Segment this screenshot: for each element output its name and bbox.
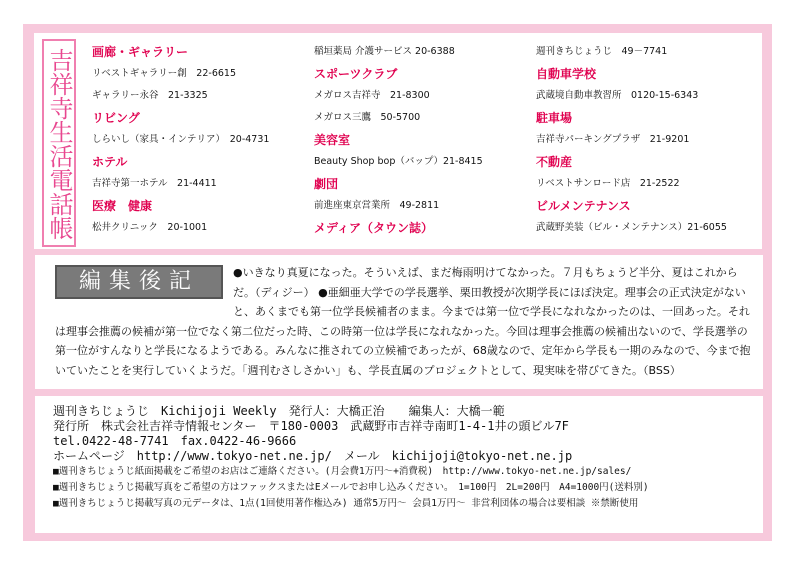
directory-entry: メガロス吉祥寺 21-8300 <box>314 90 430 101</box>
category-heading: リビング <box>92 111 140 125</box>
category-heading: 画廊・ギャラリー <box>92 45 189 59</box>
publication-note: ■週刊きちじょうじ掲載写真の元データは、1点(1回使用著作権込み) 通常5万円～ 会員1万円～ 非営利団体の場合は要相談 ※禁断使用 <box>53 498 639 509</box>
category-heading: 美容室 <box>314 133 351 147</box>
publication-info <box>35 396 763 533</box>
postscript-body: ●いきなり真夏になった。そういえば、まだ梅雨明けてなかった。７月もちょうど半分、夏はこれからだ。（ディジー） ●亜細亜大学での学長選挙、栗田教授が次期学長にほぼ決定。理事会の正式決定がないと、あくまでも第一位学長候補者のまま。今までは第一位で学長になれなかったのは、一回あった。それは理事会推薦の候補が第一位でなく第二位だった時、この時第一位は学長になれなかった。今回は理事会推薦の候補出ないので、学長選挙の第一位がすんなりと学長になるようである。みんなに推されての立候補であったが、68歳なので、定年から学長も一期のみなので、今まで抱いていたことを実行していくようだ。「週刊むさしさかい」も、学長直属のプロジェクトとして、現実味を帯びてきた。（BSS） <box>55 266 751 377</box>
directory-entry: しらいし（家具・インテリア） 20-4731 <box>92 134 270 145</box>
directory-column-2 <box>314 41 534 239</box>
directory-column-3 <box>536 41 756 239</box>
directory-entry: リベストギャラリー創 22-6615 <box>92 68 237 79</box>
directory-entry: Beauty Shop bop（バップ）21-8415 <box>314 156 483 167</box>
postscript-title: 編集後記 <box>55 265 223 299</box>
publication-lines <box>53 404 755 512</box>
category-heading: ホテル <box>92 155 128 169</box>
category-heading: 自動車学校 <box>536 67 597 81</box>
directory-column-1 <box>92 41 312 239</box>
directory-entry: メガロス三鷹 50-5700 <box>314 112 421 123</box>
directory-entry: 武蔵境自動車教習所 0120-15-6343 <box>536 90 699 101</box>
category-heading: メディア（タウン誌） <box>314 221 434 235</box>
category-heading: 劇団 <box>314 177 339 191</box>
category-heading: 不動産 <box>536 155 573 169</box>
directory-entry: 前進座東京営業所 49-2811 <box>314 200 440 211</box>
postscript-section <box>35 255 763 389</box>
directory-title: 吉祥寺生活電話帳 <box>45 48 73 240</box>
directory-entry: リベストサンロード店 21-2522 <box>536 178 680 189</box>
directory-entry: 松井クリニック 20-1001 <box>92 222 208 233</box>
publication-line: 週刊きちじょうじ Kichijoji Weekly 発行人：大橋正治 編集人：大橋一範 <box>53 404 505 418</box>
directory-entry: 吉祥寺第一ホテル 21-4411 <box>92 178 217 189</box>
category-heading: 駐車場 <box>536 111 573 125</box>
directory-entry: 週刊きちじょうじ 49－7741 <box>536 46 668 57</box>
category-heading: ビルメンテナンス <box>536 199 631 213</box>
category-heading: 医療 健康 <box>92 199 153 213</box>
publication-line: tel.0422-48-7741 fax.0422-46-9666 <box>53 434 297 448</box>
publication-note: ■週刊きちじょうじ紙面掲載をご希望のお店はご連絡ください。(月会費1万円～+消費税) http://www.tokyo-net.ne.jp/sales/ <box>53 466 632 477</box>
directory-entry: 稲垣薬局 介護サービス 20-6388 <box>314 46 455 57</box>
category-heading: スポーツクラブ <box>314 67 398 81</box>
directory-title-box <box>42 39 76 247</box>
directory-entry: 吉祥寺パーキングプラザ 21-9201 <box>536 134 690 145</box>
publication-line: ホームページ http://www.tokyo-net.ne.jp/ メール kichijoji@tokyo-net.ne.jp <box>53 449 573 463</box>
directory-entry: 武蔵野美装（ビル・メンテナンス）21-6055 <box>536 222 727 233</box>
directory-entry: ギャラリー永谷 21-3325 <box>92 90 208 101</box>
publication-note: ■週刊きちじょうじ掲載写真をご希望の方はファックスまたはEメールでお申し込みください。 1=100円 2L=200円 A4=1000円(送料別) <box>53 482 649 493</box>
publication-line: 発行所 株式会社吉祥寺情報センター 〒180-0003 武蔵野市吉祥寺南町1-4-1井の頭ビル7F <box>53 419 569 433</box>
postscript-content <box>55 263 751 380</box>
directory-section <box>34 33 762 249</box>
